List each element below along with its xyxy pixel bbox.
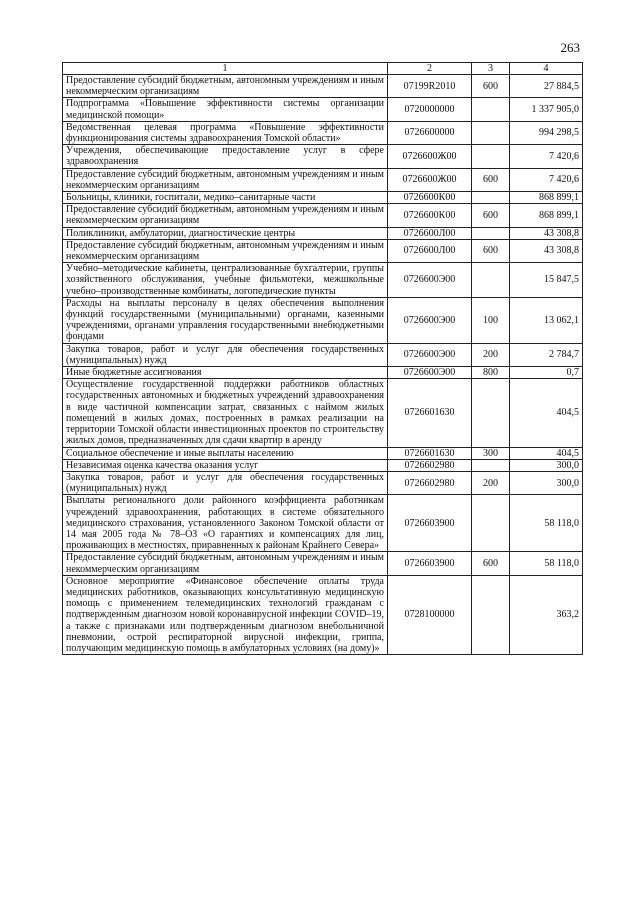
row-type-cell	[472, 192, 510, 204]
row-name-cell: Предоставление субсидий бюджетным, автономным учреждениям и иным некоммерческим организациям	[63, 204, 388, 227]
table-row	[63, 379, 583, 447]
table-header-row	[63, 63, 583, 75]
row-name-cell: Предоставление субсидий бюджетным, автономным учреждениям и иным некоммерческим организациям	[63, 75, 388, 98]
table-row	[63, 168, 583, 191]
table-row	[63, 552, 583, 575]
column-header: 2	[388, 63, 472, 75]
row-sum-cell: 58 118,0	[510, 495, 583, 552]
row-type-cell	[472, 98, 510, 121]
row-sum-cell: 2 784,7	[510, 343, 583, 366]
row-type-cell	[472, 575, 510, 654]
row-name-cell: Выплаты регионального доли районного коэффициента работникам учреждений здравоохранения, работающих в системе обязательного медицинского страхования, установленного Законом Томской области от 14 мая 2005 года № 78–ОЗ «О гарантиях и компенсациях для лиц, проживающих в местностях, приравненных к районам Крайнего Севера»	[63, 495, 388, 552]
table-row	[63, 145, 583, 168]
row-sum-cell: 1 337 905,0	[510, 98, 583, 121]
table-row	[63, 204, 583, 227]
row-sum-cell: 43 308,8	[510, 227, 583, 239]
budget-table	[62, 62, 583, 655]
row-name-cell: Учреждения, обеспечивающие предоставление услуг в сфере здравоохранения	[63, 145, 388, 168]
row-sum-cell: 363,2	[510, 575, 583, 654]
row-code-cell: 0726600Э00	[388, 297, 472, 343]
row-code-cell: 0726600000	[388, 121, 472, 144]
row-sum-cell: 300,0	[510, 459, 583, 471]
row-code-cell: 0726600Л00	[388, 227, 472, 239]
table-row	[63, 471, 583, 494]
row-sum-cell: 43 308,8	[510, 239, 583, 262]
row-sum-cell: 27 884,5	[510, 75, 583, 98]
table-row	[63, 227, 583, 239]
table-row	[63, 192, 583, 204]
row-name-cell: Предоставление субсидий бюджетным, автономным учреждениям и иным некоммерческим организациям	[63, 168, 388, 191]
row-type-cell: 600	[472, 204, 510, 227]
row-name-cell: Подпрограмма «Повышение эффективности системы организации медицинской помощи»	[63, 98, 388, 121]
row-code-cell: 0726601630	[388, 447, 472, 459]
table-row	[63, 297, 583, 343]
row-sum-cell: 868 899,1	[510, 192, 583, 204]
row-type-cell: 200	[472, 343, 510, 366]
row-code-cell: 0726600К00	[388, 204, 472, 227]
row-name-cell: Независимая оценка качества оказания услуг	[63, 459, 388, 471]
row-code-cell: 0726600Э00	[388, 367, 472, 379]
row-sum-cell: 7 420,6	[510, 145, 583, 168]
row-sum-cell: 58 118,0	[510, 552, 583, 575]
row-code-cell: 0728100000	[388, 575, 472, 654]
row-code-cell: 0726600Л00	[388, 239, 472, 262]
table-row	[63, 121, 583, 144]
table-body	[63, 75, 583, 655]
row-code-cell: 0726600Ж00	[388, 145, 472, 168]
table-row	[63, 495, 583, 552]
row-name-cell: Иные бюджетные ассигнования	[63, 367, 388, 379]
row-name-cell: Основное мероприятие «Финансовое обеспечение оплаты труда медицинских работников, оказывающих консультативную медицинскую помощь с применением телемедицинских технологий гражданам с подтвержденным диагнозом новой коронавирусной инфекции COVID–19, а также с признаками или подтвержденным диагнозом внебольничной пневмонии, острой респираторной вирусной инфекции, гриппа, получающим медицинскую помощь в амбулаторных условиях (на дому)»	[63, 575, 388, 654]
row-code-cell: 0726600Э00	[388, 343, 472, 366]
table-row	[63, 239, 583, 262]
row-name-cell: Больницы, клиники, госпитали, медико–санитарные части	[63, 192, 388, 204]
row-sum-cell: 868 899,1	[510, 204, 583, 227]
row-sum-cell: 404,5	[510, 447, 583, 459]
row-name-cell: Расходы на выплаты персоналу в целях обеспечения выполнения функций государственными (муниципальными) органами, казенными учреждениями, органами управления государственными внебюджетными фондами	[63, 297, 388, 343]
row-name-cell: Закупка товаров, работ и услуг для обеспечения государственных (муниципальных) нужд	[63, 343, 388, 366]
row-name-cell: Осуществление государственной поддержки работников областных государственных автономных и бюджетных учреждений здравоохранения в виде частичной компенсации затрат, связанных с наймом жилых помещений в жилых домах, построенных в рамках реализации на территории Томской области инвестиционных проектов по строительству жилых домов, предназначенных для сдачи квартир в аренду	[63, 379, 388, 447]
row-type-cell	[472, 263, 510, 298]
row-code-cell: 0726602980	[388, 471, 472, 494]
table-row	[63, 343, 583, 366]
table-row	[63, 263, 583, 298]
row-name-cell: Предоставление субсидий бюджетным, автономным учреждениям и иным некоммерческим организациям	[63, 239, 388, 262]
row-type-cell	[472, 145, 510, 168]
row-code-cell: 0726602980	[388, 459, 472, 471]
row-code-cell: 0726600Э00	[388, 263, 472, 298]
row-sum-cell: 13 062,1	[510, 297, 583, 343]
row-code-cell: 0726601630	[388, 379, 472, 447]
row-sum-cell: 15 847,5	[510, 263, 583, 298]
row-type-cell: 600	[472, 239, 510, 262]
row-type-cell: 300	[472, 447, 510, 459]
row-code-cell: 0726600К00	[388, 192, 472, 204]
row-name-cell: Закупка товаров, работ и услуг для обеспечения государственных (муниципальных) нужд	[63, 471, 388, 494]
row-name-cell: Поликлиники, амбулатории, диагностические центры	[63, 227, 388, 239]
table-row	[63, 575, 583, 654]
row-sum-cell: 300,0	[510, 471, 583, 494]
table-row	[63, 98, 583, 121]
row-code-cell: 07199R2010	[388, 75, 472, 98]
row-name-cell: Ведомственная целевая программа «Повышение эффективности функционирования системы здравоохранения Томской области»	[63, 121, 388, 144]
row-code-cell: 0726603900	[388, 552, 472, 575]
table-row	[63, 447, 583, 459]
row-type-cell	[472, 379, 510, 447]
table-row	[63, 75, 583, 98]
row-code-cell: 0726603900	[388, 495, 472, 552]
row-type-cell: 200	[472, 471, 510, 494]
row-type-cell	[472, 459, 510, 471]
row-type-cell	[472, 227, 510, 239]
row-code-cell: 0726600Ж00	[388, 168, 472, 191]
row-code-cell: 0720000000	[388, 98, 472, 121]
row-sum-cell: 7 420,6	[510, 168, 583, 191]
row-type-cell	[472, 121, 510, 144]
table-row	[63, 459, 583, 471]
column-header: 1	[63, 63, 388, 75]
row-type-cell: 800	[472, 367, 510, 379]
row-name-cell: Учебно–методические кабинеты, централизованные бухгалтерии, группы хозяйственного обслуживания, учебные фильмотеки, межшкольные учебно–производственные комбинаты, логопедические пункты	[63, 263, 388, 298]
row-type-cell: 100	[472, 297, 510, 343]
column-header: 3	[472, 63, 510, 75]
row-sum-cell: 994 298,5	[510, 121, 583, 144]
row-type-cell: 600	[472, 552, 510, 575]
page-number: 263	[560, 40, 580, 55]
row-name-cell: Социальное обеспечение и иные выплаты населению	[63, 447, 388, 459]
row-sum-cell: 0,7	[510, 367, 583, 379]
row-type-cell: 600	[472, 168, 510, 191]
row-sum-cell: 404,5	[510, 379, 583, 447]
row-name-cell: Предоставление субсидий бюджетным, автономным учреждениям и иным некоммерческим организациям	[63, 552, 388, 575]
column-header: 4	[510, 63, 583, 75]
row-type-cell	[472, 495, 510, 552]
row-type-cell: 600	[472, 75, 510, 98]
table-row	[63, 367, 583, 379]
